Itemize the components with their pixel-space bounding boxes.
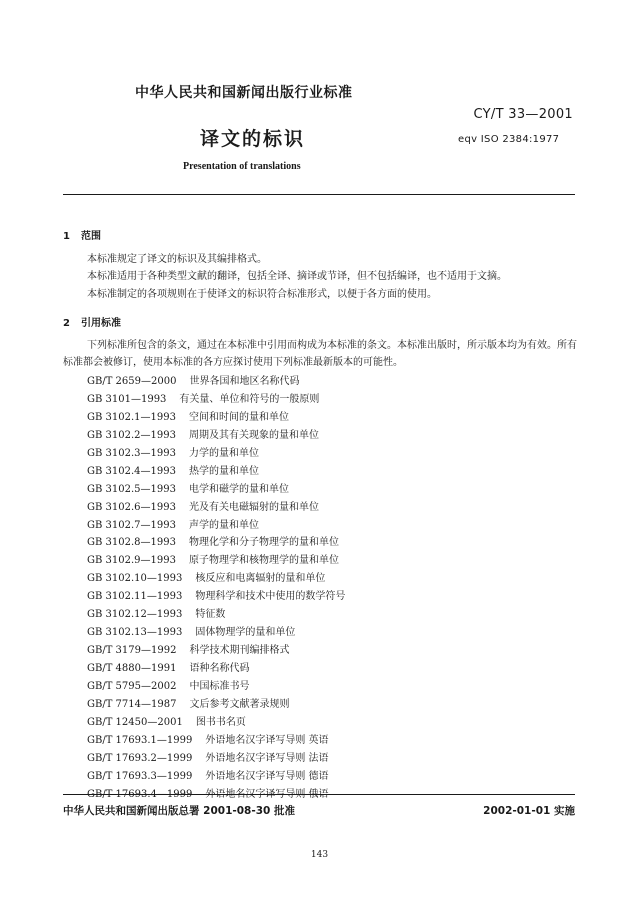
reference-item xyxy=(87,534,345,552)
reference-item xyxy=(87,373,345,391)
reference-title: 语种名称代码 xyxy=(189,663,250,674)
reference-code: GB 3102.8—1993 xyxy=(87,537,176,549)
reference-title: 外语地名汉字译写导则 法语 xyxy=(205,752,329,764)
standard-code: CY/T 33—2001 xyxy=(473,107,573,122)
reference-title: 电学和磁学的量和单位 xyxy=(188,483,289,495)
section-number: 2 xyxy=(63,318,70,329)
reference-code: GB/T 5795—2002 xyxy=(87,680,177,692)
top-rule xyxy=(63,194,575,195)
reference-code: GB/T 17693.2—1999 xyxy=(87,752,193,764)
reference-item xyxy=(87,696,345,714)
reference-list xyxy=(87,373,345,804)
reference-code: GB/T 3179—1992 xyxy=(87,645,177,657)
reference-title: 物理科学和技术中使用的数学符号 xyxy=(195,591,346,603)
reference-code: GB/T 17693.3—1999 xyxy=(87,770,193,782)
reference-title: 周期及其有关现象的量和单位 xyxy=(188,429,319,441)
reference-code: GB/T 2659—2000 xyxy=(87,376,177,387)
reference-code: GB 3102.4—1993 xyxy=(87,465,176,477)
english-subtitle: Presentation of translations xyxy=(183,161,301,172)
reference-code: GB 3102.1—1993 xyxy=(87,411,176,423)
reference-code: GB/T 4880—1991 xyxy=(87,663,177,674)
reference-item xyxy=(87,588,345,606)
reference-title: 核反应和电离辐射的量和单位 xyxy=(195,573,326,585)
reference-item xyxy=(87,606,345,624)
reference-item xyxy=(87,391,345,409)
reference-item xyxy=(87,750,345,768)
paragraph: 本标准适用于各种类型文献的翻译，包括全译、摘译或节译，但不包括编译，也不适用于文摘。 xyxy=(87,271,507,282)
reference-item xyxy=(87,768,345,786)
reference-item xyxy=(87,624,345,642)
section-1-heading xyxy=(63,227,101,242)
reference-title: 原子物理学和核物理学的量和单位 xyxy=(188,555,339,567)
reference-item xyxy=(87,517,345,535)
reference-code: GB 3102.2—1993 xyxy=(87,429,176,441)
reference-item xyxy=(87,463,345,481)
standard-header-org: 中华人民共和国新闻出版行业标准 xyxy=(135,85,353,101)
reference-item xyxy=(87,732,345,750)
reference-code: GB/T 12450—2001 xyxy=(87,716,183,728)
reference-title: 空间和时间的量和单位 xyxy=(188,411,289,423)
reference-code: GB 3102.6—1993 xyxy=(87,501,176,513)
section-2-heading xyxy=(63,314,121,329)
equivalence-note: eqv ISO 2384:1977 xyxy=(458,134,560,145)
reference-item xyxy=(87,499,345,517)
paragraph: 本标准规定了译文的标识及其编排格式。 xyxy=(87,254,267,265)
bottom-rule xyxy=(63,794,575,795)
reference-code: GB 3102.13—1993 xyxy=(87,627,183,639)
reference-title: 图书书名页 xyxy=(195,716,246,728)
reference-title: 固体物理学的量和单位 xyxy=(195,627,296,639)
reference-item xyxy=(87,552,345,570)
reference-code: GB 3102.7—1993 xyxy=(87,519,176,531)
section-title: 引用标准 xyxy=(81,318,121,329)
reference-code: GB/T 17693.4—1999 xyxy=(87,788,193,800)
reference-item xyxy=(87,427,345,445)
reference-title: 力学的量和单位 xyxy=(188,447,259,459)
reference-title: 光及有关电磁辐射的量和单位 xyxy=(188,501,319,513)
reference-code: GB 3102.11—1993 xyxy=(87,591,183,603)
section-2-intro: 下列标准所包含的条文，通过在本标准中引用而构成为本标准的条文。本标准出版时，所示版本均为有效。所有标准都会被修订，使用本标准的各方应探讨使用下列标准最新版本的可能性。 xyxy=(63,340,577,368)
reference-title: 文后参考文献著录规则 xyxy=(189,698,290,710)
reference-item xyxy=(87,642,345,660)
effective-date: 2002-01-01 实施 xyxy=(483,805,575,817)
reference-item xyxy=(87,409,345,427)
reference-title: 声学的量和单位 xyxy=(188,519,259,531)
approval-note: 中华人民共和国新闻出版总署 2001-08-30 批准 xyxy=(63,805,295,817)
reference-code: GB/T 7714—1987 xyxy=(87,698,177,710)
reference-title: 中国标准书号 xyxy=(189,680,250,692)
reference-title: 外语地名汉字译写导则 英语 xyxy=(205,734,329,746)
reference-title: 外语地名汉字译写导则 德语 xyxy=(205,770,329,782)
reference-item xyxy=(87,660,345,678)
document-title: 译文的标识 xyxy=(200,128,306,150)
reference-item xyxy=(87,445,345,463)
paragraph: 本标准制定的各项规则在于使译文的标识符合标准形式，以便于各方面的使用。 xyxy=(87,289,437,300)
reference-code: GB 3102.12—1993 xyxy=(87,609,183,621)
reference-title: 外语地名汉字译写导则 俄语 xyxy=(205,788,329,800)
reference-item xyxy=(87,570,345,588)
reference-title: 物理化学和分子物理学的量和单位 xyxy=(188,537,339,549)
section-title: 范围 xyxy=(81,231,101,242)
reference-title: 有关量、单位和符号的一般原则 xyxy=(179,393,320,405)
reference-code: GB 3101—1993 xyxy=(87,393,167,405)
section-number: 1 xyxy=(63,231,70,242)
reference-item xyxy=(87,481,345,499)
reference-code: GB/T 17693.1—1999 xyxy=(87,734,193,746)
reference-code: GB 3102.10—1993 xyxy=(87,573,183,585)
reference-title: 热学的量和单位 xyxy=(188,465,259,477)
reference-item xyxy=(87,714,345,732)
reference-item xyxy=(87,678,345,696)
reference-code: GB 3102.5—1993 xyxy=(87,483,176,495)
reference-title: 科学技术期刊编排格式 xyxy=(189,645,290,657)
page-number: 143 xyxy=(310,850,329,860)
reference-title: 特征数 xyxy=(195,609,226,621)
reference-code: GB 3102.3—1993 xyxy=(87,447,176,459)
reference-code: GB 3102.9—1993 xyxy=(87,555,176,567)
reference-title: 世界各国和地区名称代码 xyxy=(189,376,300,387)
